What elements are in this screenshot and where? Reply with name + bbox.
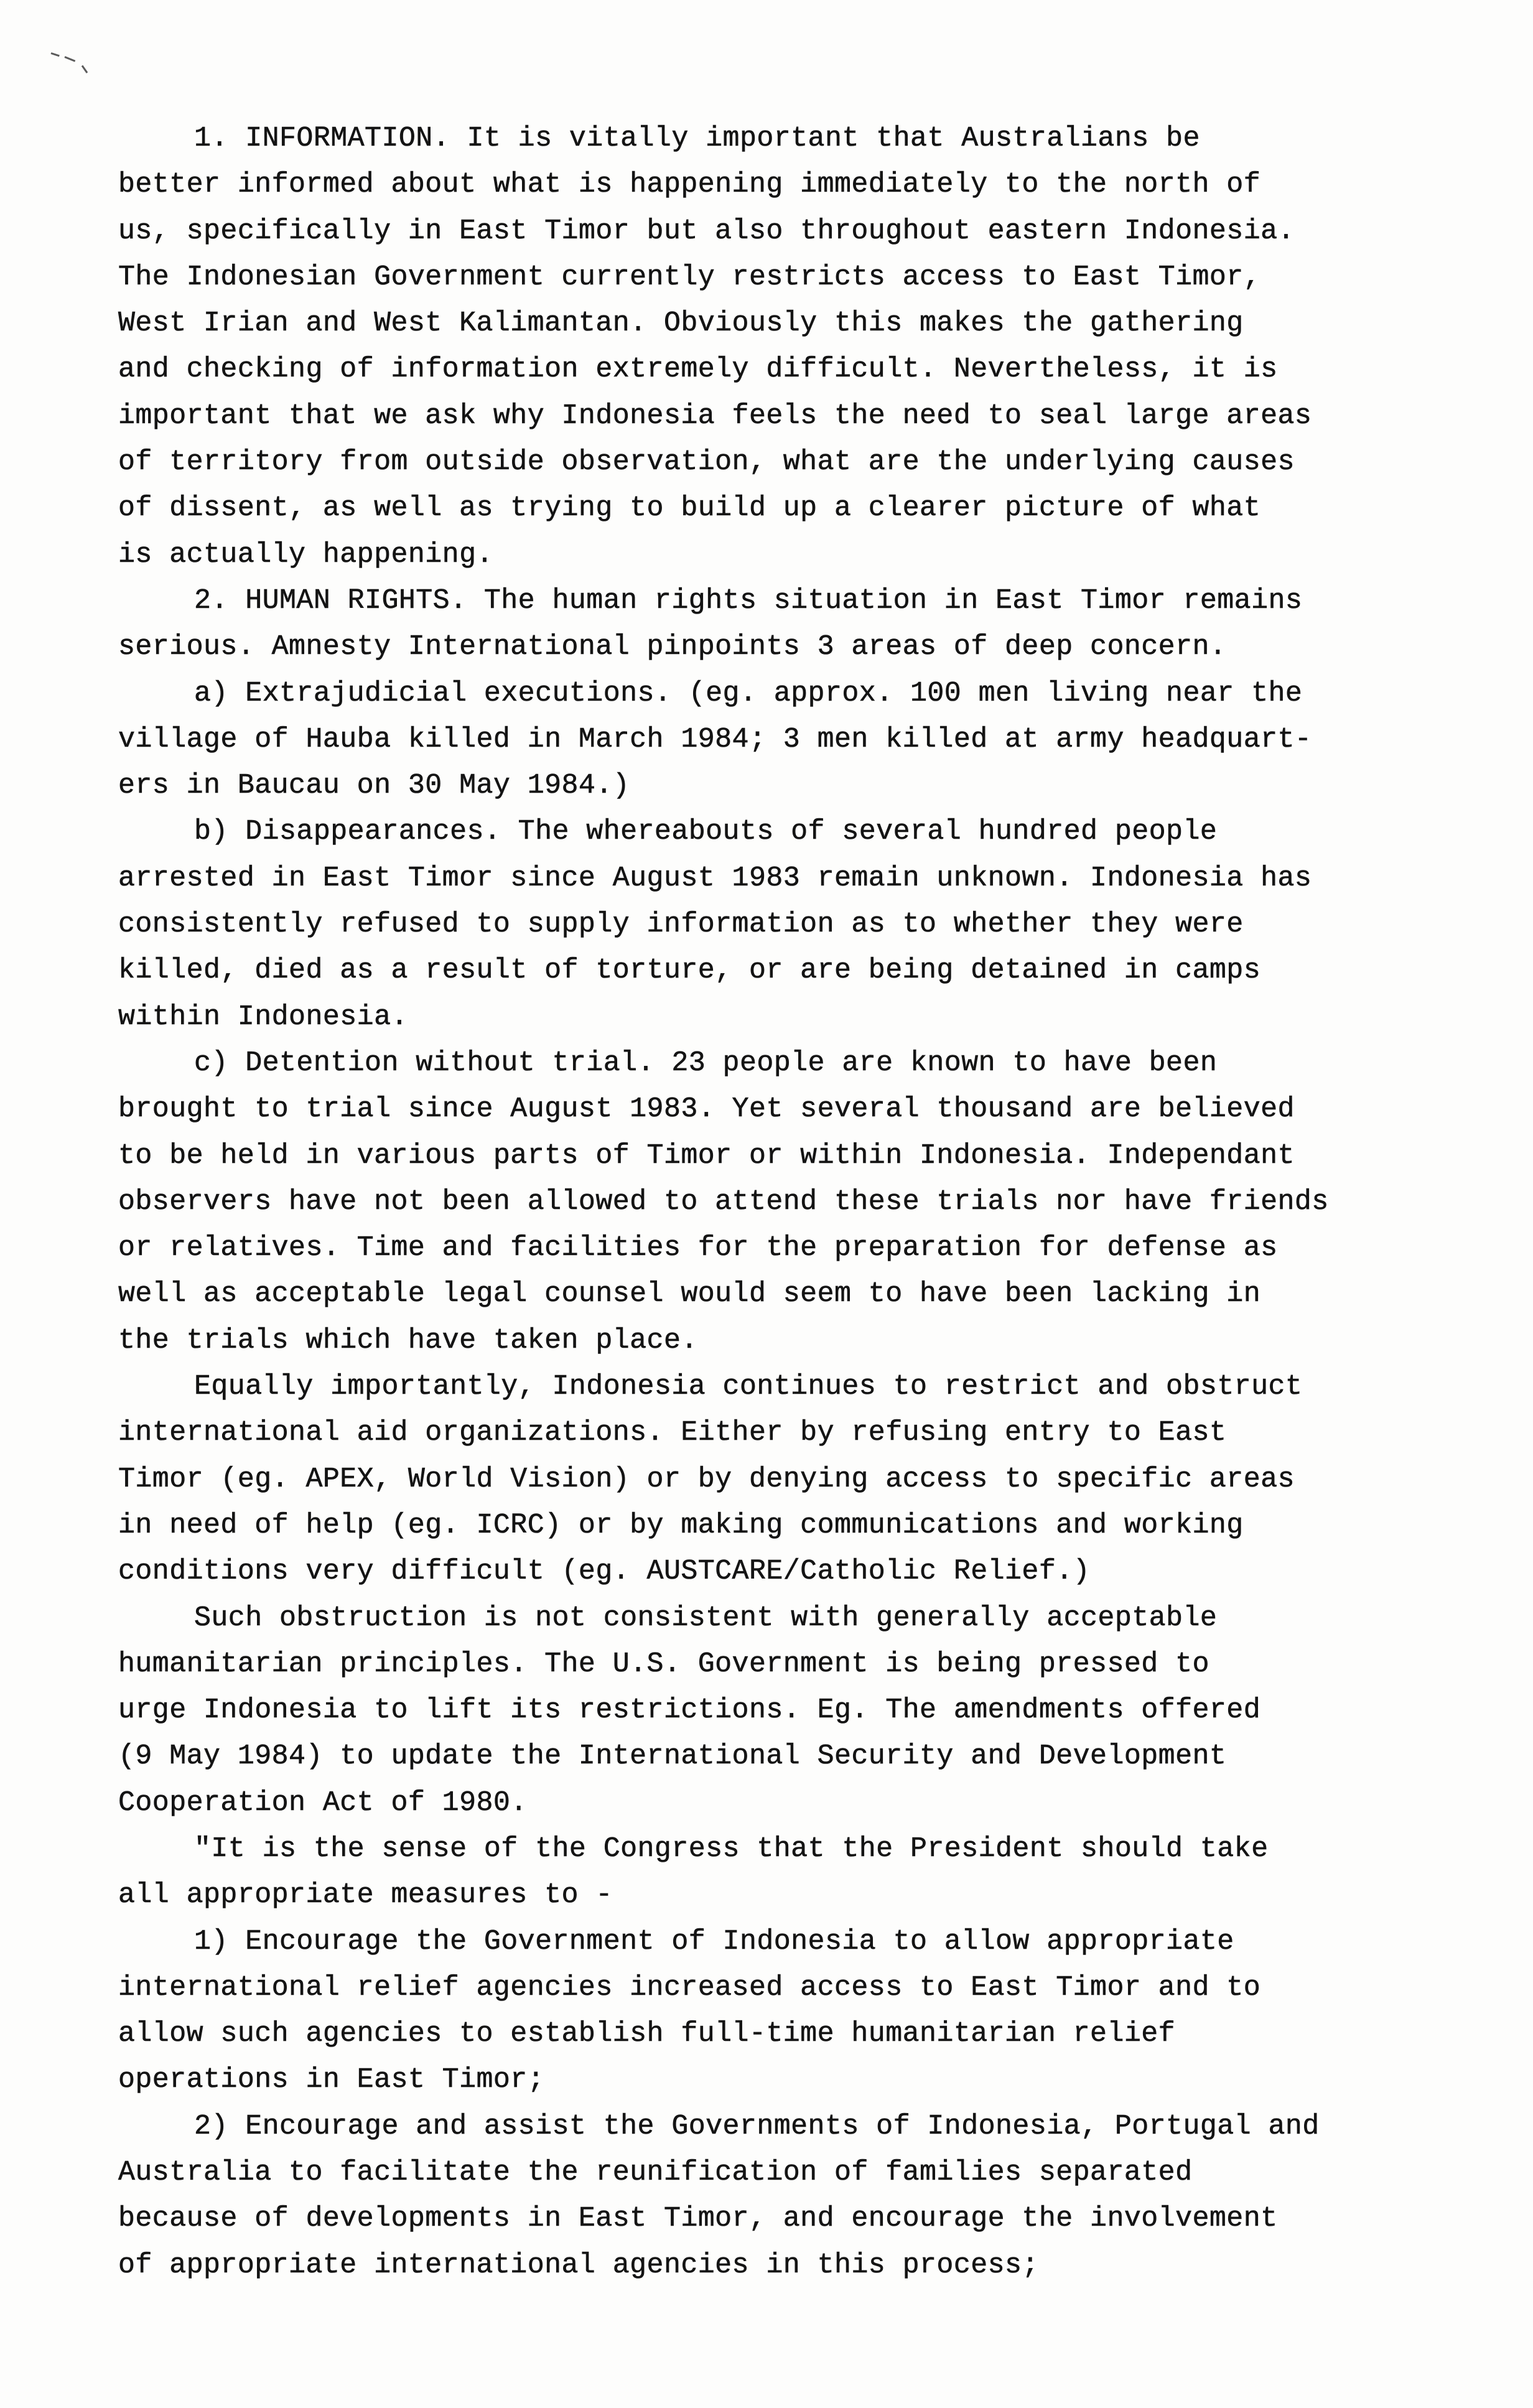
text-line: in need of help (eg. ICRC) or by making communications and working	[118, 1509, 1244, 1541]
text-line: 1. INFORMATION. It is vitally important that Australians be	[194, 123, 1200, 154]
text-line: is actually happening.	[118, 538, 493, 571]
text-line: Timor (eg. APEX, World Vision) or by denying access to specific areas	[118, 1463, 1295, 1495]
text-line: well as acceptable legal counsel would seem to have been lacking in	[118, 1278, 1261, 1310]
text-line: consistently refused to supply information as to whether they were	[118, 908, 1244, 941]
text-line: serious. Amnesty International pinpoints 3 areas of deep concern.	[118, 631, 1227, 663]
text-line: because of developments in East Timor, and encourage the involvement	[118, 2203, 1278, 2235]
text-line: of dissent, as well as trying to build up a clearer picture of what	[118, 492, 1261, 525]
text-line: important that we ask why Indonesia feels the need to seal large areas	[118, 399, 1312, 432]
text-line: Such obstruction is not consistent with generally acceptable	[194, 1602, 1218, 1634]
text-line: 1) Encourage the Government of Indonesia to allow appropriate	[194, 1925, 1234, 1958]
text-line: killed, died as a result of torture, or are being detained in camps	[118, 954, 1261, 987]
text-line: c) Detention without trial. 23 people are known to have been	[194, 1047, 1218, 1079]
text-line: Cooperation Act of 1980.	[118, 1786, 528, 1819]
text-line: of appropriate international agencies in this process;	[118, 2249, 1039, 2281]
text-line: ers in Baucau on 30 May 1984.)	[118, 770, 630, 802]
text-line: operations in East Timor;	[118, 2064, 545, 2096]
text-line: to be held in various parts of Timor or within Indonesia. Independant	[118, 1139, 1295, 1172]
text-line: better informed about what is happening immediately to the north of	[118, 169, 1261, 201]
text-line: Equally importantly, Indonesia continues to restrict and obstruct	[194, 1371, 1303, 1403]
text-line: international relief agencies increased access to East Timor and to	[118, 1971, 1261, 2004]
text-line: humanitarian principles. The U.S. Government is being pressed to	[118, 1648, 1209, 1680]
text-line: us, specifically in East Timor but also throughout eastern Indonesia.	[118, 215, 1295, 247]
text-line: "It is the sense of the Congress that the President should take	[194, 1832, 1269, 1865]
text-line: West Irian and West Kalimantan. Obviously this makes the gathering	[118, 307, 1244, 340]
text-line: 2) Encourage and assist the Governments of Indonesia, Portugal and	[194, 2110, 1320, 2142]
text-line: (9 May 1984) to update the International Security and Development	[118, 1740, 1227, 1773]
text-line: 2. HUMAN RIGHTS. The human rights situation in East Timor remains	[194, 584, 1303, 617]
text-line: allow such agencies to establish full-time humanitarian relief	[118, 2018, 1176, 2050]
text-line: a) Extrajudicial executions. (eg. approx. 100 men living near the	[194, 677, 1303, 709]
text-line: within Indonesia.	[118, 1001, 408, 1033]
text-line: brought to trial since August 1983. Yet several thousand are believed	[118, 1093, 1295, 1126]
text-line: observers have not been allowed to attend these trials nor have friends	[118, 1185, 1329, 1218]
document-body	[118, 116, 1456, 2289]
text-line: of territory from outside observation, what are the underlying causes	[118, 446, 1295, 478]
corner-pen-mark	[51, 49, 101, 78]
text-line: arrested in East Timor since August 1983 remain unknown. Indonesia has	[118, 862, 1312, 894]
text-line: urge Indonesia to lift its restrictions. Eg. The amendments offered	[118, 1694, 1261, 1727]
text-line: conditions very difficult (eg. AUSTCARE/Catholic Relief.)	[118, 1556, 1091, 1588]
text-line: or relatives. Time and facilities for the preparation for defense as	[118, 1232, 1278, 1264]
text-line: international aid organizations. Either by refusing entry to East	[118, 1417, 1227, 1449]
text-line: village of Hauba killed in March 1984; 3 men killed at army headquart-	[118, 723, 1312, 755]
text-line: Australia to facilitate the reunification of families separated	[118, 2157, 1193, 2189]
text-line: the trials which have taken place.	[118, 1324, 698, 1356]
text-line: The Indonesian Government currently restricts access to East Timor,	[118, 261, 1261, 293]
text-line: and checking of information extremely difficult. Nevertheless, it is	[118, 353, 1278, 386]
text-line: all appropriate measures to -	[118, 1879, 613, 1911]
text-line: b) Disappearances. The whereabouts of several hundred people	[194, 816, 1218, 848]
